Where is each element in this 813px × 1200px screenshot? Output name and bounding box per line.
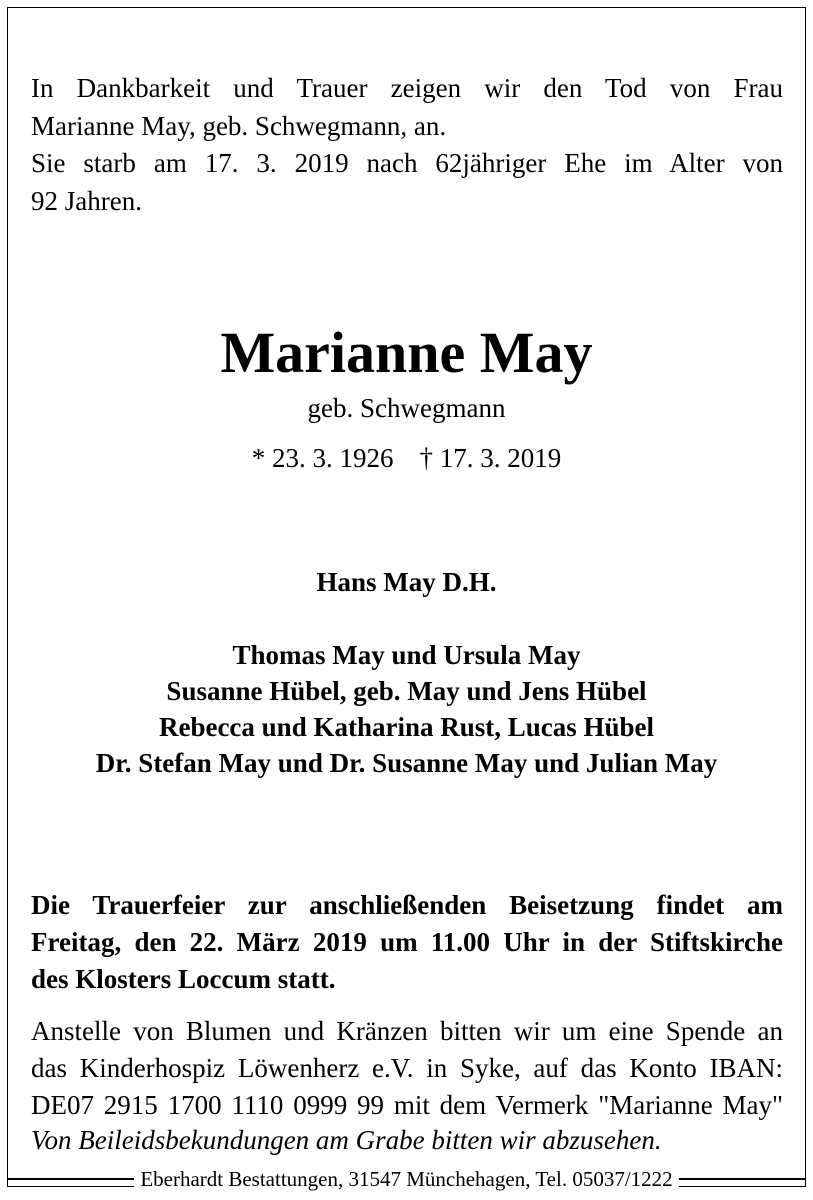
condolence-note: Von Beileidsbekundungen am Grabe bitten wir abzusehen. [31,1125,662,1155]
funeral-service-notice [31,887,783,998]
deceased-name: Marianne May [220,320,593,385]
service-line: Freitag, den 22. März 2019 um 11.00 Uhr in der Stiftskirche [31,927,783,957]
donation-notice [31,1013,783,1124]
family-member: Susanne Hübel, geb. May und Jens Hübel [166,676,647,706]
donation-line: Anstelle von Blumen und Kränzen bitten wir um eine Spende an [31,1016,783,1046]
death-date: † 17. 3. 2019 [419,443,562,473]
undertaker-info: Eberhardt Bestattungen, 31547 Münchehagen, Tel. 05037/1222 [134,1167,678,1191]
family-member: Dr. Stefan May und Dr. Susanne May und Julian May [95,748,718,778]
service-line: Die Trauerfeier zur anschließenden Beisetzung findet am [31,890,783,920]
birth-date: * 23. 3. 1926 [251,443,394,473]
spouse-name: Hans May D.H. [316,567,497,597]
service-line: des Klosters Loccum statt. [31,964,336,994]
family-member: Thomas May und Ursula May [232,640,581,670]
undertaker-footer [0,1164,813,1200]
intro-line: Marianne May, geb. Schwegmann, an. [31,110,447,141]
intro-paragraph [31,70,783,220]
intro-line: 92 Jahren. [31,185,142,216]
maiden-name: geb. Schwegmann [307,393,506,423]
family-member: Rebecca und Katharina Rust, Lucas Hübel [158,712,655,742]
family-list [0,637,813,781]
donation-line: DE07 2915 1700 1110 0999 99 mit dem Vermerk "Marianne May" [31,1090,783,1120]
intro-line: In Dankbarkeit und Trauer zeigen wir den Tod von Frau [31,73,783,103]
life-dates [0,440,813,476]
donation-line: das Kinderhospiz Löwenherz e.V. in Syke, auf das Konto IBAN: [31,1053,783,1083]
intro-line: Sie starb am 17. 3. 2019 nach 62jähriger Ehe im Alter von [31,148,783,178]
